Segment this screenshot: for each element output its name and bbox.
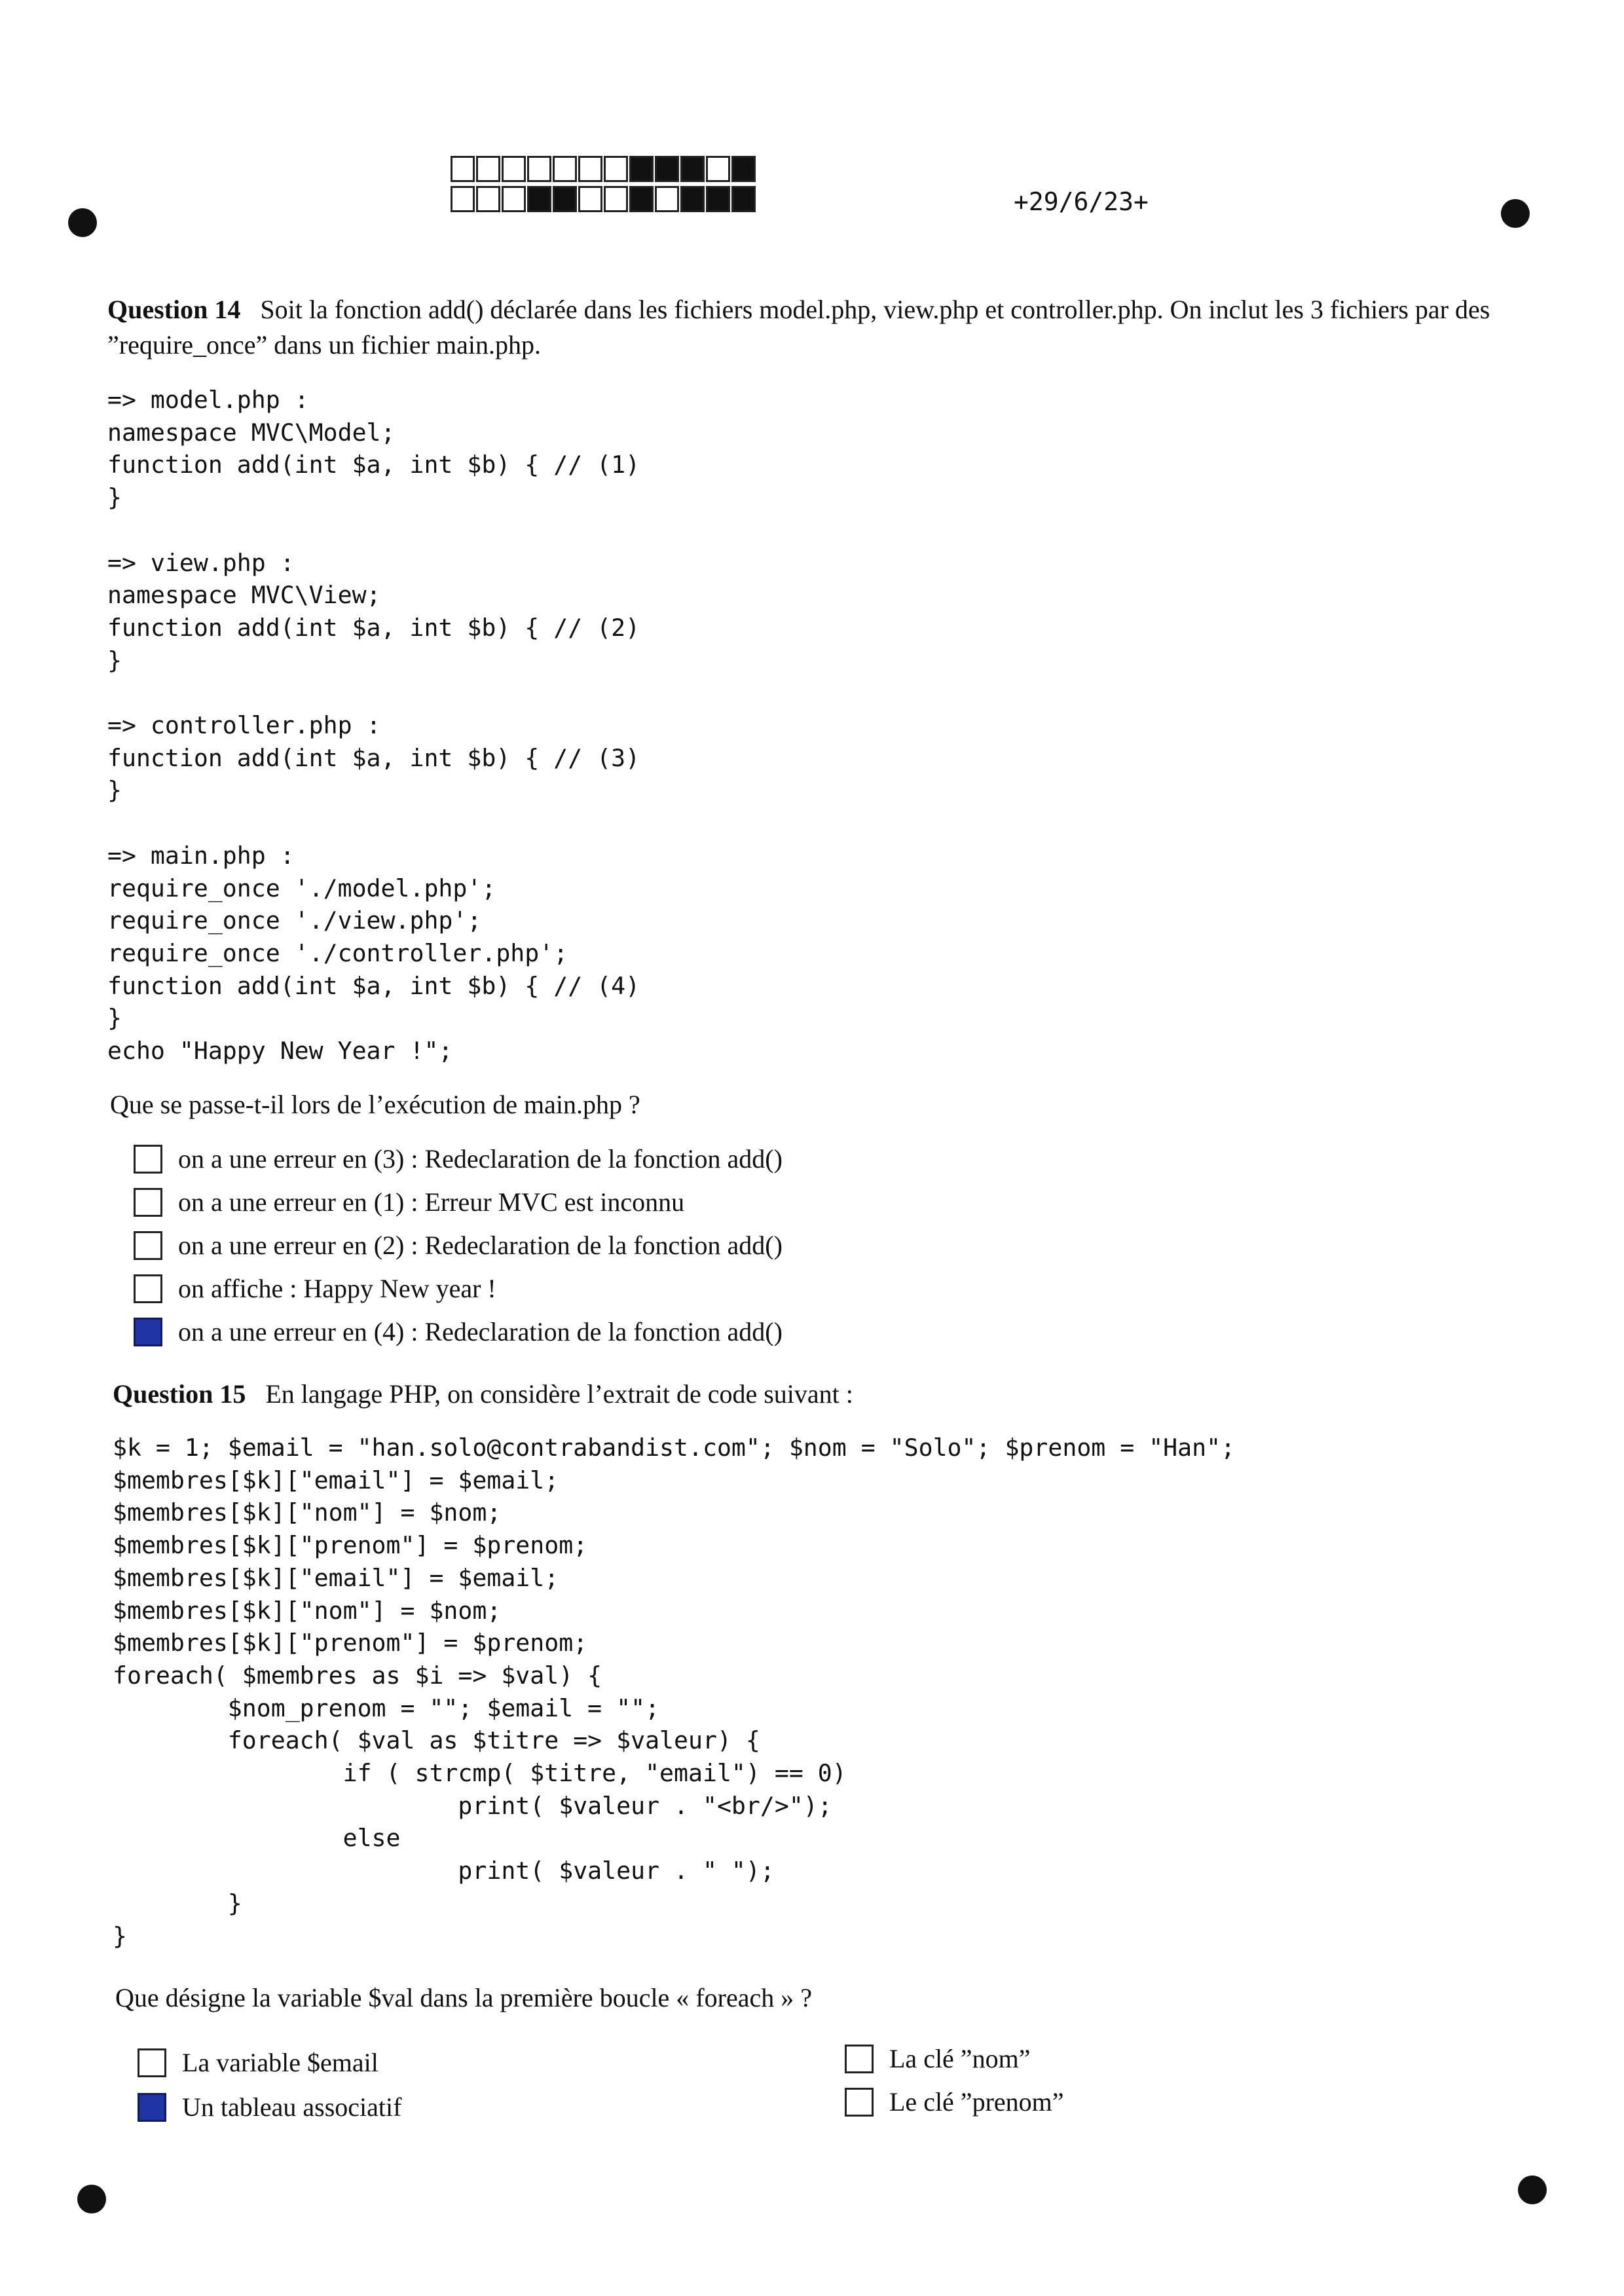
corner-mark-bottom-left [77, 2185, 106, 2213]
q14-option-5[interactable] [134, 1316, 783, 1347]
barcode-cell [578, 186, 602, 212]
barcode-cell [680, 156, 705, 182]
barcode-cell [553, 186, 577, 212]
barcode-cell [578, 156, 602, 182]
copy-code: +29/6/23+ [1014, 187, 1149, 216]
q15-option-2-label: Un tableau associatif [182, 2092, 402, 2122]
q14-option-3-label: on a une erreur en (2) : Redeclaration de la fonction add() [178, 1231, 783, 1260]
question-15-label: Question 15 [113, 1379, 246, 1409]
q14-option-3[interactable] [134, 1230, 783, 1261]
q15-option-3[interactable] [845, 2043, 1030, 2074]
barcode-cell [655, 156, 679, 182]
barcode-cell [604, 156, 628, 182]
q14-option-1-checkbox[interactable] [134, 1145, 162, 1174]
copy-barcode [451, 156, 757, 216]
question-15-header [113, 1377, 1521, 1412]
corner-mark-top-right [1501, 199, 1530, 228]
q15-option-4-label: Le clé ”prenom” [889, 2087, 1064, 2117]
barcode-cell [629, 186, 654, 212]
corner-mark-bottom-right [1518, 2176, 1547, 2204]
question-15-code: $k = 1; $email = "han.solo@contrabandist.com"; $nom = "Solo"; $prenom = "Han"; $membres[$k]["email"] = $email; $membres[$k]["nom"] = $nom; $membres[$k]["prenom"] = $prenom; $membres[$k]["email"] = $email; $membres[$k]["nom"] = $nom; $membres[$k]["prenom"] = $prenom; foreach( $membres as $i => $val) { $nom_prenom = ""; $email = ""; foreach( $val as $titre => $valeur) { if ( strcmp( $titre, "email") == 0) print( $valeur . "<br/>"); else print( $valeur . " "); } } [113, 1434, 1236, 1950]
barcode-cell [553, 156, 577, 182]
question-15-prompt: Que désigne la variable $val dans la première boucle « foreach » ? [115, 1983, 812, 2012]
question-14-header [107, 292, 1515, 363]
barcode-cell [502, 156, 526, 182]
question-14-label: Question 14 [107, 295, 241, 324]
q14-option-2[interactable] [134, 1187, 684, 1217]
q15-option-1-label: La variable $email [182, 2048, 378, 2077]
barcode-cell [502, 186, 526, 212]
barcode-cell [731, 156, 756, 182]
q14-option-2-label: on a une erreur en (1) : Erreur MVC est inconnu [178, 1187, 685, 1217]
question-14-text: Soit la fonction add() déclarée dans les fichiers model.php, view.php et controller.php. On inclut les 3 fichiers par des ”require_once” dans un fichier main.php. [107, 295, 1490, 360]
barcode-cell [680, 186, 705, 212]
q15-option-3-label: La clé ”nom” [889, 2044, 1031, 2073]
q14-option-5-label: on a une erreur en (4) : Redeclaration de la fonction add() [178, 1317, 783, 1346]
barcode-cell [706, 156, 730, 182]
question-15-text: En langage PHP, on considère l’extrait de code suivant : [265, 1379, 853, 1409]
barcode-cell [629, 156, 654, 182]
q14-option-2-checkbox[interactable] [134, 1188, 162, 1217]
q15-option-3-checkbox[interactable] [845, 2045, 874, 2073]
q15-option-2-checkbox[interactable] [138, 2093, 166, 2122]
question-14-prompt: Que se passe-t-il lors de l’exécution de main.php ? [110, 1090, 640, 1119]
barcode-cell [451, 156, 475, 182]
barcode-cell [527, 156, 551, 182]
q14-option-4-checkbox[interactable] [134, 1274, 162, 1303]
q15-option-4[interactable] [845, 2086, 1064, 2117]
q15-option-1[interactable] [138, 2047, 378, 2078]
barcode-cell [655, 186, 679, 212]
barcode-cell [476, 186, 500, 212]
barcode-cell [604, 186, 628, 212]
q15-option-2[interactable] [138, 2092, 401, 2122]
barcode-cell [451, 186, 475, 212]
barcode-cell [527, 186, 551, 212]
q15-option-4-checkbox[interactable] [845, 2088, 874, 2117]
barcode-cell [731, 186, 756, 212]
barcode-cell [476, 156, 500, 182]
corner-mark-top-left [68, 208, 97, 237]
question-14-code: => model.php : namespace MVC\Model; function add(int $a, int $b) { // (1) } => view.php : namespace MVC\View; function add(int $a, int $b) { // (2) } => controller.php : function add(int $a, int $b) { // (3) } => main.php : require_once './model.php'; require_once './view.php'; require_once './controller.php'; function add(int $a, int $b) { // (4) } echo "Happy New Year !"; [107, 386, 640, 1065]
q14-option-5-checkbox[interactable] [134, 1318, 162, 1346]
barcode-cell [706, 186, 730, 212]
q14-option-4-label: on affiche : Happy New year ! [178, 1274, 496, 1303]
barcode-row [451, 186, 757, 212]
q14-option-4[interactable] [134, 1273, 496, 1304]
q15-option-1-checkbox[interactable] [138, 2048, 166, 2077]
q14-option-1-label: on a une erreur en (3) : Redeclaration de la fonction add() [178, 1144, 783, 1174]
barcode-row [451, 156, 757, 182]
q14-option-1[interactable] [134, 1143, 783, 1174]
q14-option-3-checkbox[interactable] [134, 1231, 162, 1260]
